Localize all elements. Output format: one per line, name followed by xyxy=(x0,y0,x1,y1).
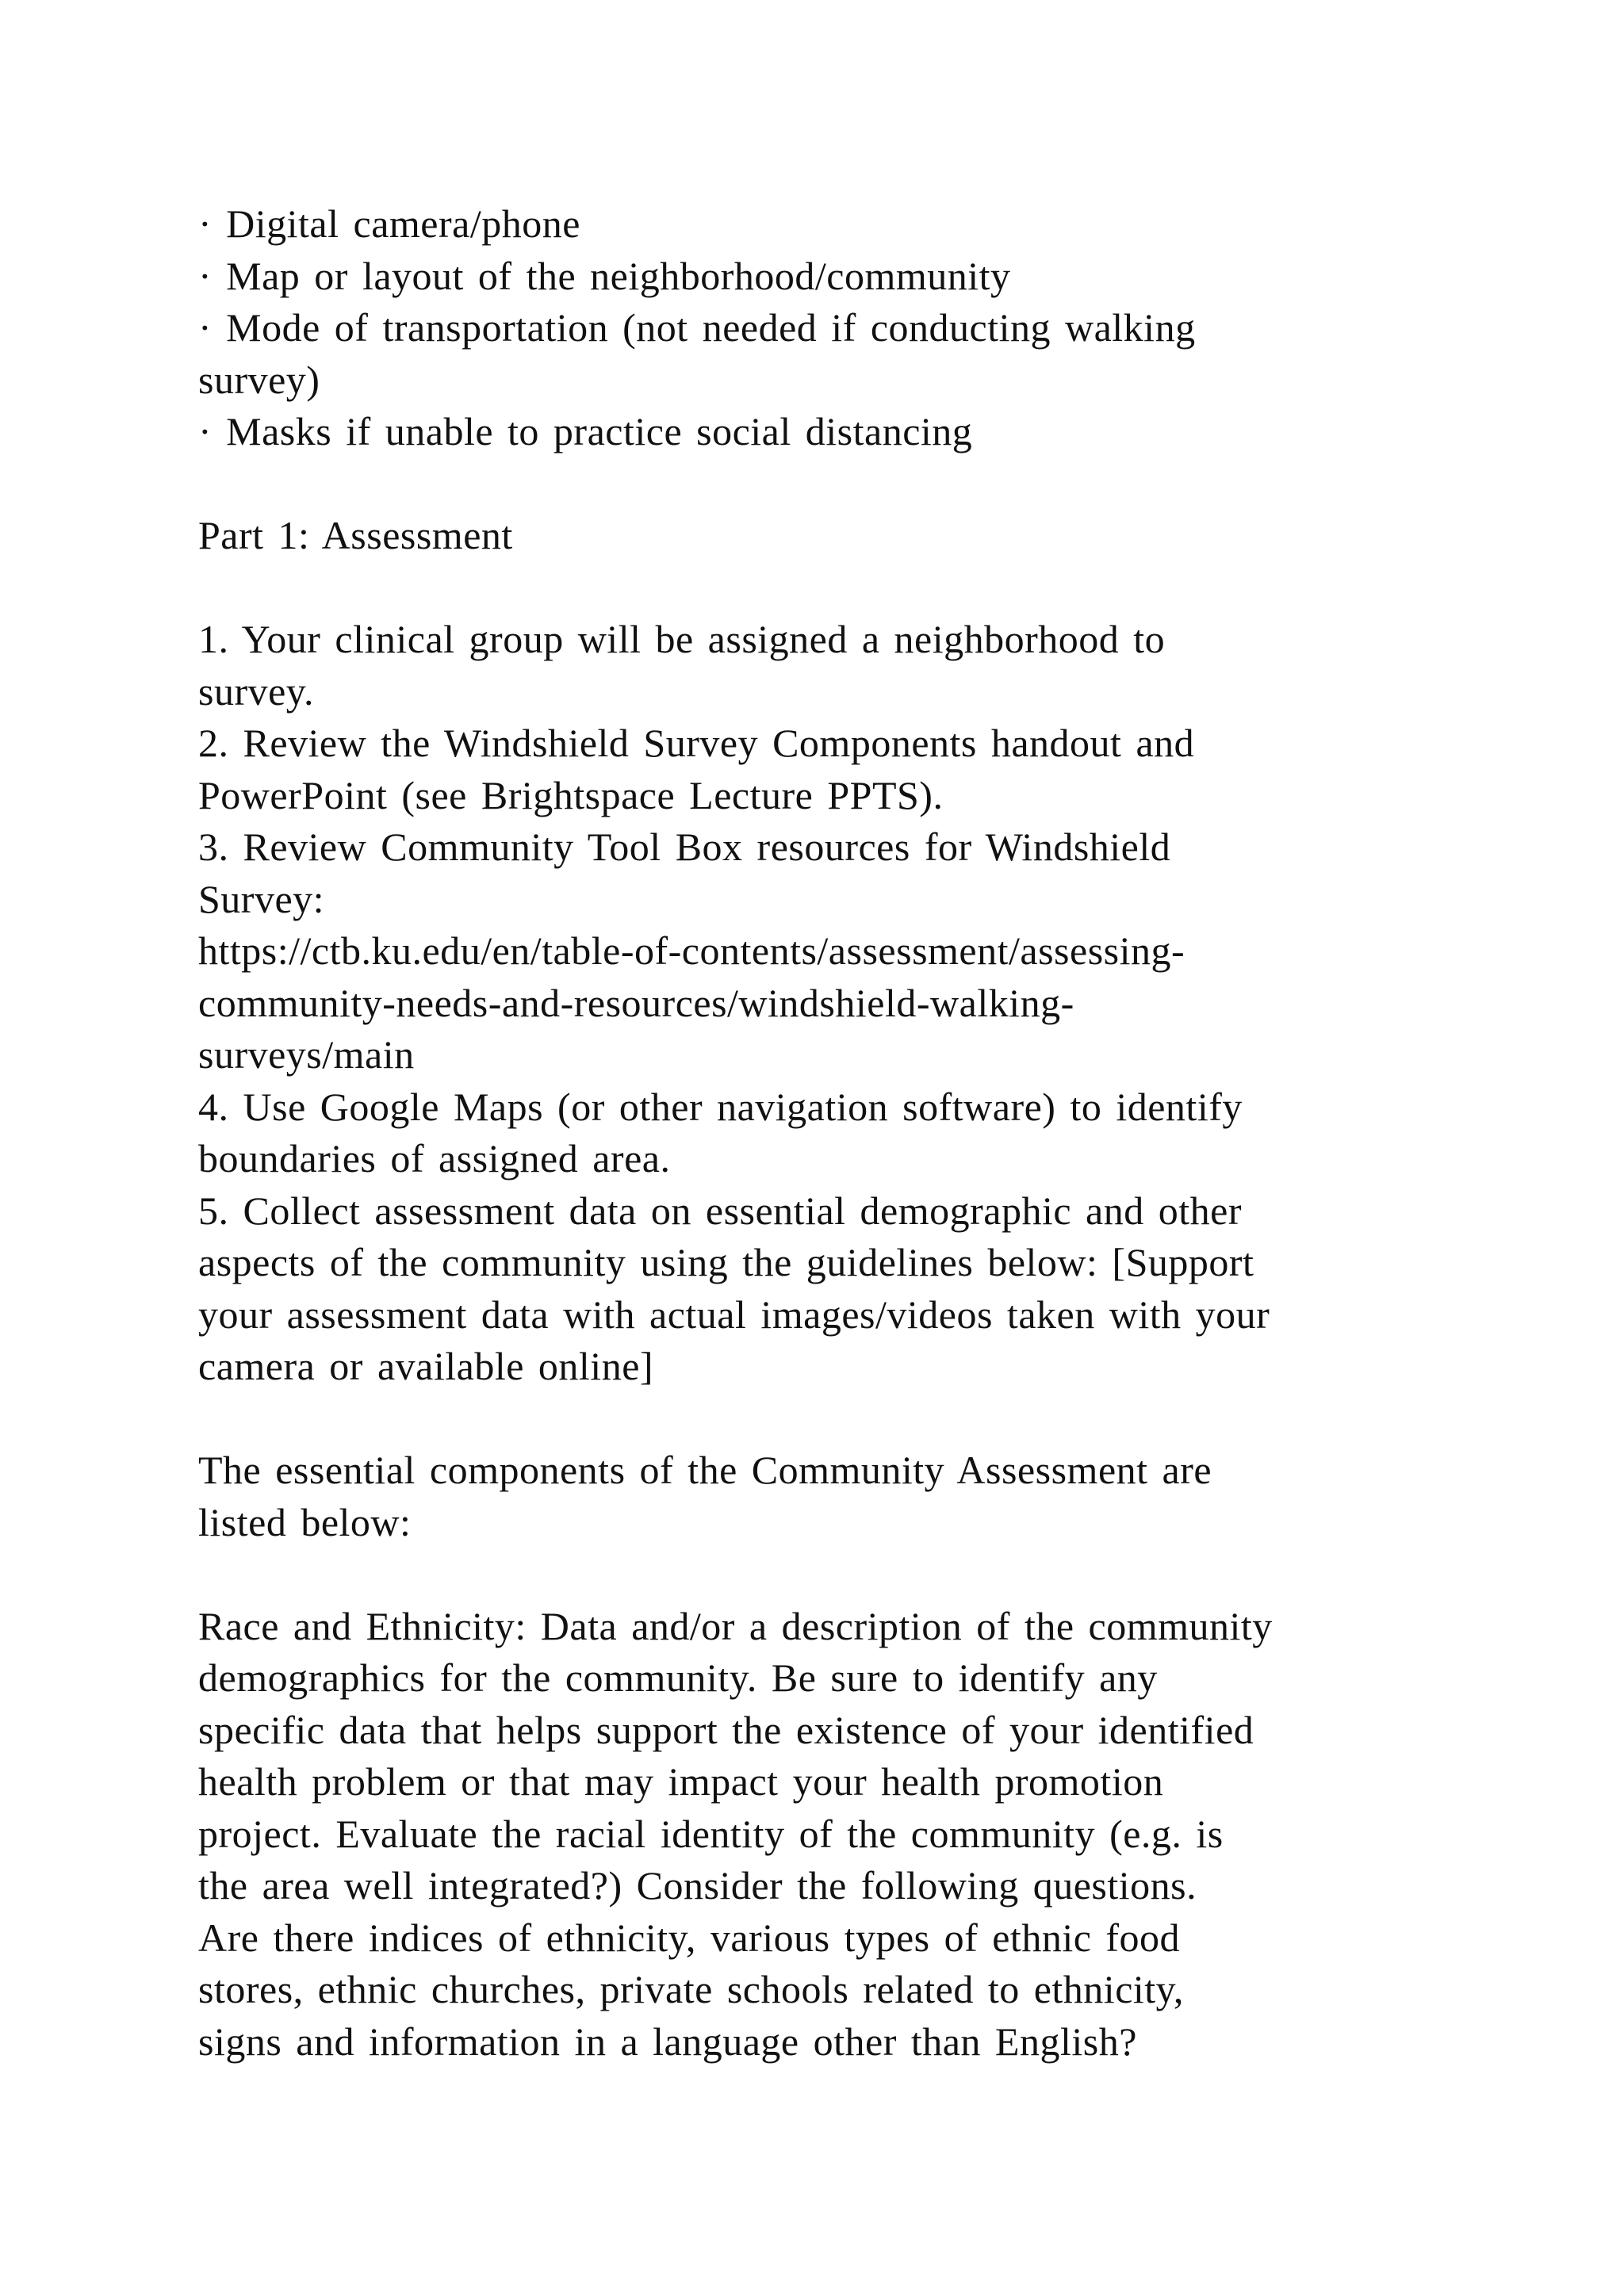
paragraph-line: demographics for the community. Be sure to identify any xyxy=(198,1655,1158,1700)
list-item: · Masks if unable to practice social distancing xyxy=(198,409,973,453)
resource-url: surveys/main xyxy=(198,1032,415,1077)
paragraph-line: project. Evaluate the racial identity of the community (e.g. is xyxy=(198,1811,1224,1856)
step-line: boundaries of assigned area. xyxy=(198,1136,671,1181)
step-line: 2. Review the Windshield Survey Components handout and xyxy=(198,721,1195,765)
resource-url: community-needs-and-resources/windshield-walking- xyxy=(198,980,1074,1025)
step-line: PowerPoint (see Brightspace Lecture PPTS). xyxy=(198,772,944,817)
list-item-continuation: survey) xyxy=(198,357,320,402)
paragraph-line: listed below: xyxy=(198,1499,412,1544)
paragraph-line: specific data that helps support the existence of your identified xyxy=(198,1707,1254,1752)
paragraph-line: The essential components of the Community Assessment are xyxy=(198,1448,1212,1492)
paragraph-line: Race and Ethnicity: Data and/or a description of the community xyxy=(198,1603,1273,1648)
document-page xyxy=(198,198,1507,2068)
race-ethnicity-paragraph xyxy=(198,1601,1507,2068)
paragraph-line: Are there indices of ethnicity, various types of ethnic food xyxy=(198,1915,1181,1960)
list-item: · Mode of transportation (not needed if conducting walking xyxy=(198,305,1196,350)
step-line: 1. Your clinical group will be assigned a neighborhood to xyxy=(198,617,1166,661)
paragraph-line: stores, ethnic churches, private schools related to ethnicity, xyxy=(198,1967,1184,2011)
spacer xyxy=(198,1548,1507,1601)
resource-url: https://ctb.ku.edu/en/table-of-contents/assessment/assessing- xyxy=(198,928,1185,973)
step-line: aspects of the community using the guidelines below: [Support xyxy=(198,1240,1254,1284)
step-line: camera or available online] xyxy=(198,1344,654,1388)
spacer xyxy=(198,1393,1507,1445)
section-heading: Part 1: Assessment xyxy=(198,513,513,557)
assessment-steps xyxy=(198,614,1507,1393)
materials-list xyxy=(198,198,1507,458)
step-line: 4. Use Google Maps (or other navigation software) to identify xyxy=(198,1084,1243,1129)
step-line: survey. xyxy=(198,668,315,714)
paragraph-line: the area well integrated?) Consider the following questions. xyxy=(198,1863,1197,1908)
paragraph-line: signs and information in a language other than English? xyxy=(198,2019,1137,2064)
step-line: your assessment data with actual images/videos taken with your xyxy=(198,1292,1270,1337)
spacer xyxy=(198,562,1507,614)
components-intro xyxy=(198,1445,1507,1548)
list-item: · Map or layout of the neighborhood/community xyxy=(198,253,1011,298)
paragraph-line: health problem or that may impact your health promotion xyxy=(198,1759,1164,1804)
spacer xyxy=(198,458,1507,511)
list-item: · Digital camera/phone xyxy=(198,201,580,246)
step-line: Survey: xyxy=(198,876,325,921)
step-line: 3. Review Community Tool Box resources for Windshield xyxy=(198,825,1171,869)
step-line: 5. Collect assessment data on essential demographic and other xyxy=(198,1188,1242,1233)
